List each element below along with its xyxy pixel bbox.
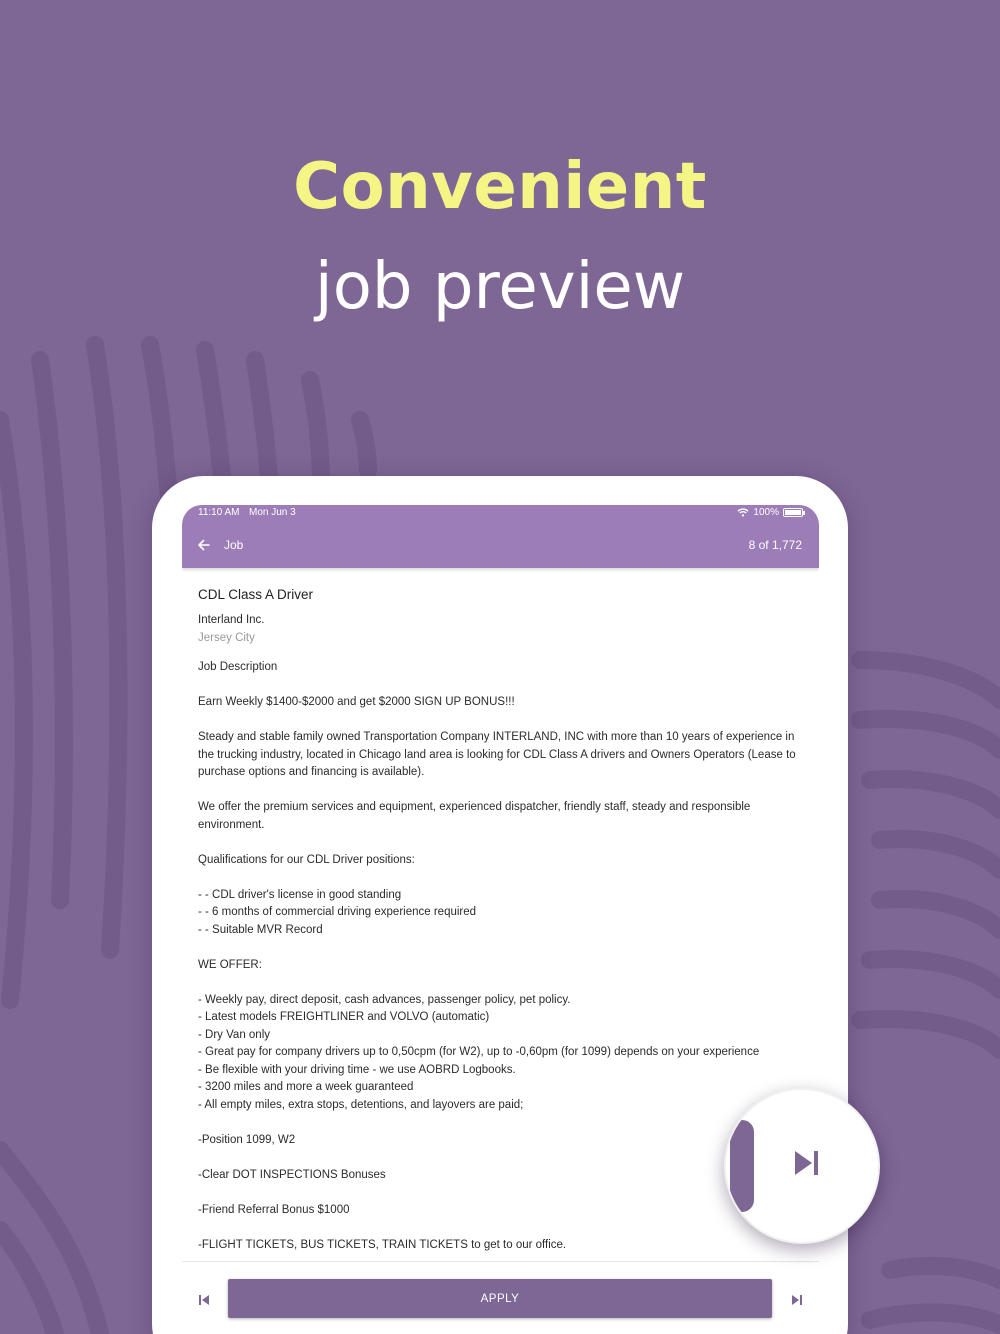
skip-next-icon[interactable]	[792, 1148, 822, 1178]
job-detail-content	[198, 575, 808, 1254]
description-paragraph: Qualifications for our CDL Driver positions:	[198, 853, 415, 866]
description-paragraph: -Clear DOT INSPECTIONS Bonuses	[198, 1168, 386, 1181]
job-location: Jersey City	[198, 632, 255, 644]
description-paragraph: Earn Weekly $1400-$2000 and get $2000 SIGN UP BONUS!!!	[198, 696, 515, 708]
apply-button[interactable]: APPLY	[228, 1279, 772, 1318]
offer-list: - Weekly pay, direct deposit, cash advances, passenger policy, pet policy. - Latest models FREIGHTLINER and VOLVO (automatic) - Dry Van only - Great pay for company drivers up to 0,50cpm (for W2), up to -0,60pm (for 1099) depends on your experience - Be flexible with your driving time - we use AOBRD Logbooks. - 3200 miles and more a week guaranteed - All empty miles, extra stops, detentions, and layovers are paid;	[198, 993, 760, 1111]
app-bar	[182, 522, 819, 568]
description-paragraph: Steady and stable family owned Transportation Company INTERLAND, INC with more than 10 years of experience in the trucking industry, located in Chicago land area is looking for CDL Class A drivers and Owners Operators (Lease to purchase options and financing is available).	[198, 731, 796, 778]
skip-previous-icon[interactable]	[196, 1292, 212, 1308]
bottom-action-bar	[182, 1261, 819, 1334]
battery-percent: 100%	[753, 507, 779, 518]
description-paragraph: We offer the premium services and equipment, experienced dispatcher, friendly staff, steady and responsible environment.	[198, 801, 751, 831]
zoomed-apply-button-edge	[730, 1120, 754, 1212]
job-title: CDL Class A Driver	[198, 587, 314, 602]
qualifications-list: - - CDL driver's license in good standing - - 6 months of commercial driving experience required - - Suitable MVR Record	[198, 888, 477, 936]
status-time: 11:10 AM	[198, 507, 240, 518]
skip-next-icon[interactable]	[789, 1292, 805, 1308]
description-paragraph: WE OFFER:	[198, 958, 262, 971]
description-paragraph: -Friend Referral Bonus $1000	[198, 1203, 350, 1216]
description-paragraph: -Position 1099, W2	[198, 1133, 296, 1146]
app-bar-title: Job	[224, 538, 244, 552]
zoom-callout	[724, 1088, 880, 1244]
job-counter: 8 of 1,772	[748, 538, 802, 552]
description-paragraph: -FLIGHT TICKETS, BUS TICKETS, TRAIN TICKETS to get to our office.	[198, 1238, 567, 1251]
status-indicators	[737, 507, 803, 518]
battery-icon	[783, 508, 803, 517]
hero-title-line1: Convenient	[293, 150, 707, 224]
hero-title-line2: job preview	[314, 250, 686, 324]
company-name: Interland Inc.	[198, 614, 265, 626]
wifi-icon	[737, 508, 749, 517]
status-date: Mon Jun 3	[249, 507, 296, 518]
arrow-left-icon[interactable]	[194, 535, 214, 555]
app-screen	[182, 505, 819, 1334]
status-bar	[182, 505, 819, 522]
description-heading: Job Description	[198, 661, 278, 673]
